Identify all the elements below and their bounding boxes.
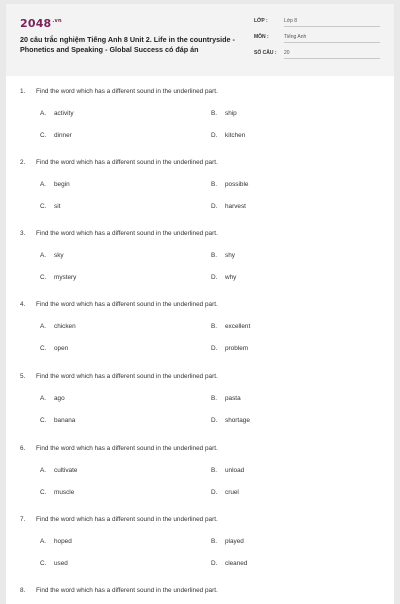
option-text: used [54, 560, 68, 567]
option-c[interactable] [40, 417, 75, 424]
meta-subject [254, 34, 380, 46]
option-a[interactable] [40, 181, 70, 188]
option-letter: D. [211, 560, 218, 567]
question-item [6, 445, 394, 517]
option-text: shortage [225, 417, 250, 424]
option-text: why [225, 274, 237, 281]
question-text: Find the word which has a different sound in the underlined part. [36, 301, 218, 308]
question-stem [20, 301, 218, 308]
question-stem [20, 159, 218, 166]
option-text: ago [54, 395, 65, 402]
question-count-label: SỐ CÂU : [254, 50, 277, 56]
option-letter: B. [211, 467, 218, 474]
option-text: sit [54, 203, 61, 210]
question-text: Find the word which has a different sound in the underlined part. [36, 516, 218, 523]
subject-label: MÔN : [254, 34, 269, 40]
option-letter: A. [40, 181, 47, 188]
option-b[interactable] [211, 395, 241, 402]
quiz-header [6, 4, 394, 76]
question-number: 4. [20, 301, 26, 308]
option-letter: A. [40, 467, 47, 474]
option-b[interactable] [211, 323, 250, 330]
option-text: unload [225, 467, 245, 474]
quiz-title: 20 câu trắc nghiệm Tiếng Anh 8 Unit 2. Life in the countryside - Phonetics and Speaking - Global Success có đáp án [20, 35, 235, 54]
meta-question-count [254, 50, 380, 62]
option-letter: D. [211, 203, 218, 210]
option-letter: D. [211, 132, 218, 139]
question-text: Find the word which has a different sound in the underlined part. [36, 445, 218, 452]
option-letter: A. [40, 252, 47, 259]
question-count-underline [284, 58, 380, 59]
option-d[interactable] [211, 274, 236, 281]
question-item [6, 516, 394, 588]
question-number: 3. [20, 230, 26, 237]
question-item [6, 301, 394, 373]
subject-underline [284, 42, 380, 43]
option-text: begin [54, 181, 70, 188]
option-b[interactable] [211, 252, 235, 259]
option-text: sky [54, 252, 64, 259]
option-text: kitchen [225, 132, 246, 139]
option-d[interactable] [211, 203, 246, 210]
grade-label: LỚP : [254, 18, 268, 24]
option-letter: C. [40, 489, 47, 496]
option-a[interactable] [40, 395, 65, 402]
option-text: open [54, 345, 69, 352]
option-letter: C. [40, 203, 47, 210]
site-logo[interactable] [20, 17, 62, 30]
option-d[interactable] [211, 560, 247, 567]
option-text: cruel [225, 489, 239, 496]
option-d[interactable] [211, 489, 239, 496]
quiz-page [6, 4, 394, 604]
question-text: Find the word which has a different sound in the underlined part. [36, 230, 218, 237]
option-letter: B. [211, 181, 218, 188]
option-text: chicken [54, 323, 76, 330]
option-a[interactable] [40, 467, 77, 474]
option-text: harvest [225, 203, 246, 210]
grade-value: Lớp 8 [284, 18, 298, 24]
option-letter: C. [40, 345, 47, 352]
option-text: shy [225, 252, 235, 259]
option-text: played [225, 538, 244, 545]
question-text: Find the word which has a different sound in the underlined part. [36, 159, 218, 166]
question-stem [20, 587, 218, 594]
option-text: activity [54, 110, 74, 117]
question-number: 6. [20, 445, 26, 452]
option-c[interactable] [40, 274, 76, 281]
option-d[interactable] [211, 132, 245, 139]
question-number: 8. [20, 587, 26, 594]
option-d[interactable] [211, 417, 250, 424]
question-stem [20, 373, 218, 380]
option-c[interactable] [40, 132, 72, 139]
option-letter: C. [40, 417, 47, 424]
option-letter: B. [211, 323, 218, 330]
option-c[interactable] [40, 560, 68, 567]
option-c[interactable] [40, 203, 60, 210]
option-letter: B. [211, 252, 218, 259]
option-text: hoped [54, 538, 72, 545]
option-letter: D. [211, 417, 218, 424]
option-letter: B. [211, 110, 218, 117]
logo-suffix: .vn [52, 18, 62, 25]
question-stem [20, 230, 218, 237]
question-item [6, 587, 394, 604]
option-text: cultivate [54, 467, 78, 474]
option-letter: B. [211, 395, 218, 402]
option-letter: A. [40, 110, 47, 117]
option-letter: C. [40, 132, 47, 139]
question-number: 1. [20, 88, 26, 95]
option-letter: C. [40, 274, 47, 281]
question-item [6, 88, 394, 160]
option-letter: D. [211, 345, 218, 352]
option-b[interactable] [211, 538, 244, 545]
option-text: excellent [225, 323, 251, 330]
option-text: pasta [225, 395, 241, 402]
question-number: 5. [20, 373, 26, 380]
option-a[interactable] [40, 110, 74, 117]
option-b[interactable] [211, 467, 244, 474]
option-c[interactable] [40, 489, 74, 496]
question-stem [20, 516, 218, 523]
option-letter: B. [211, 538, 218, 545]
grade-underline [284, 26, 380, 27]
option-a[interactable] [40, 323, 76, 330]
option-b[interactable] [211, 110, 237, 117]
option-text: possible [225, 181, 249, 188]
question-count-value: 20 [284, 50, 290, 56]
option-letter: D. [211, 489, 218, 496]
question-item [6, 230, 394, 302]
question-item [6, 159, 394, 231]
option-text: problem [225, 345, 249, 352]
option-text: dinner [54, 132, 72, 139]
option-letter: A. [40, 395, 47, 402]
option-c[interactable] [40, 345, 68, 352]
option-d[interactable] [211, 345, 248, 352]
question-stem [20, 88, 218, 95]
question-stem [20, 445, 218, 452]
option-letter: C. [40, 560, 47, 567]
option-a[interactable] [40, 252, 64, 259]
question-text: Find the word which has a different sound in the underlined part. [36, 373, 218, 380]
option-letter: A. [40, 323, 47, 330]
logo-text: 2048 [20, 17, 52, 30]
question-item [6, 373, 394, 445]
option-text: muscle [54, 489, 75, 496]
option-b[interactable] [211, 181, 248, 188]
option-text: banana [54, 417, 76, 424]
option-text: ship [225, 110, 237, 117]
option-text: cleaned [225, 560, 248, 567]
question-text: Find the word which has a different sound in the underlined part. [36, 88, 218, 95]
option-letter: A. [40, 538, 47, 545]
question-number: 2. [20, 159, 26, 166]
option-text: mystery [54, 274, 77, 281]
question-number: 7. [20, 516, 26, 523]
option-a[interactable] [40, 538, 72, 545]
option-letter: D. [211, 274, 218, 281]
meta-grade [254, 18, 380, 30]
subject-value: Tiếng Anh [284, 34, 307, 40]
question-text: Find the word which has a different sound in the underlined part. [36, 587, 218, 594]
